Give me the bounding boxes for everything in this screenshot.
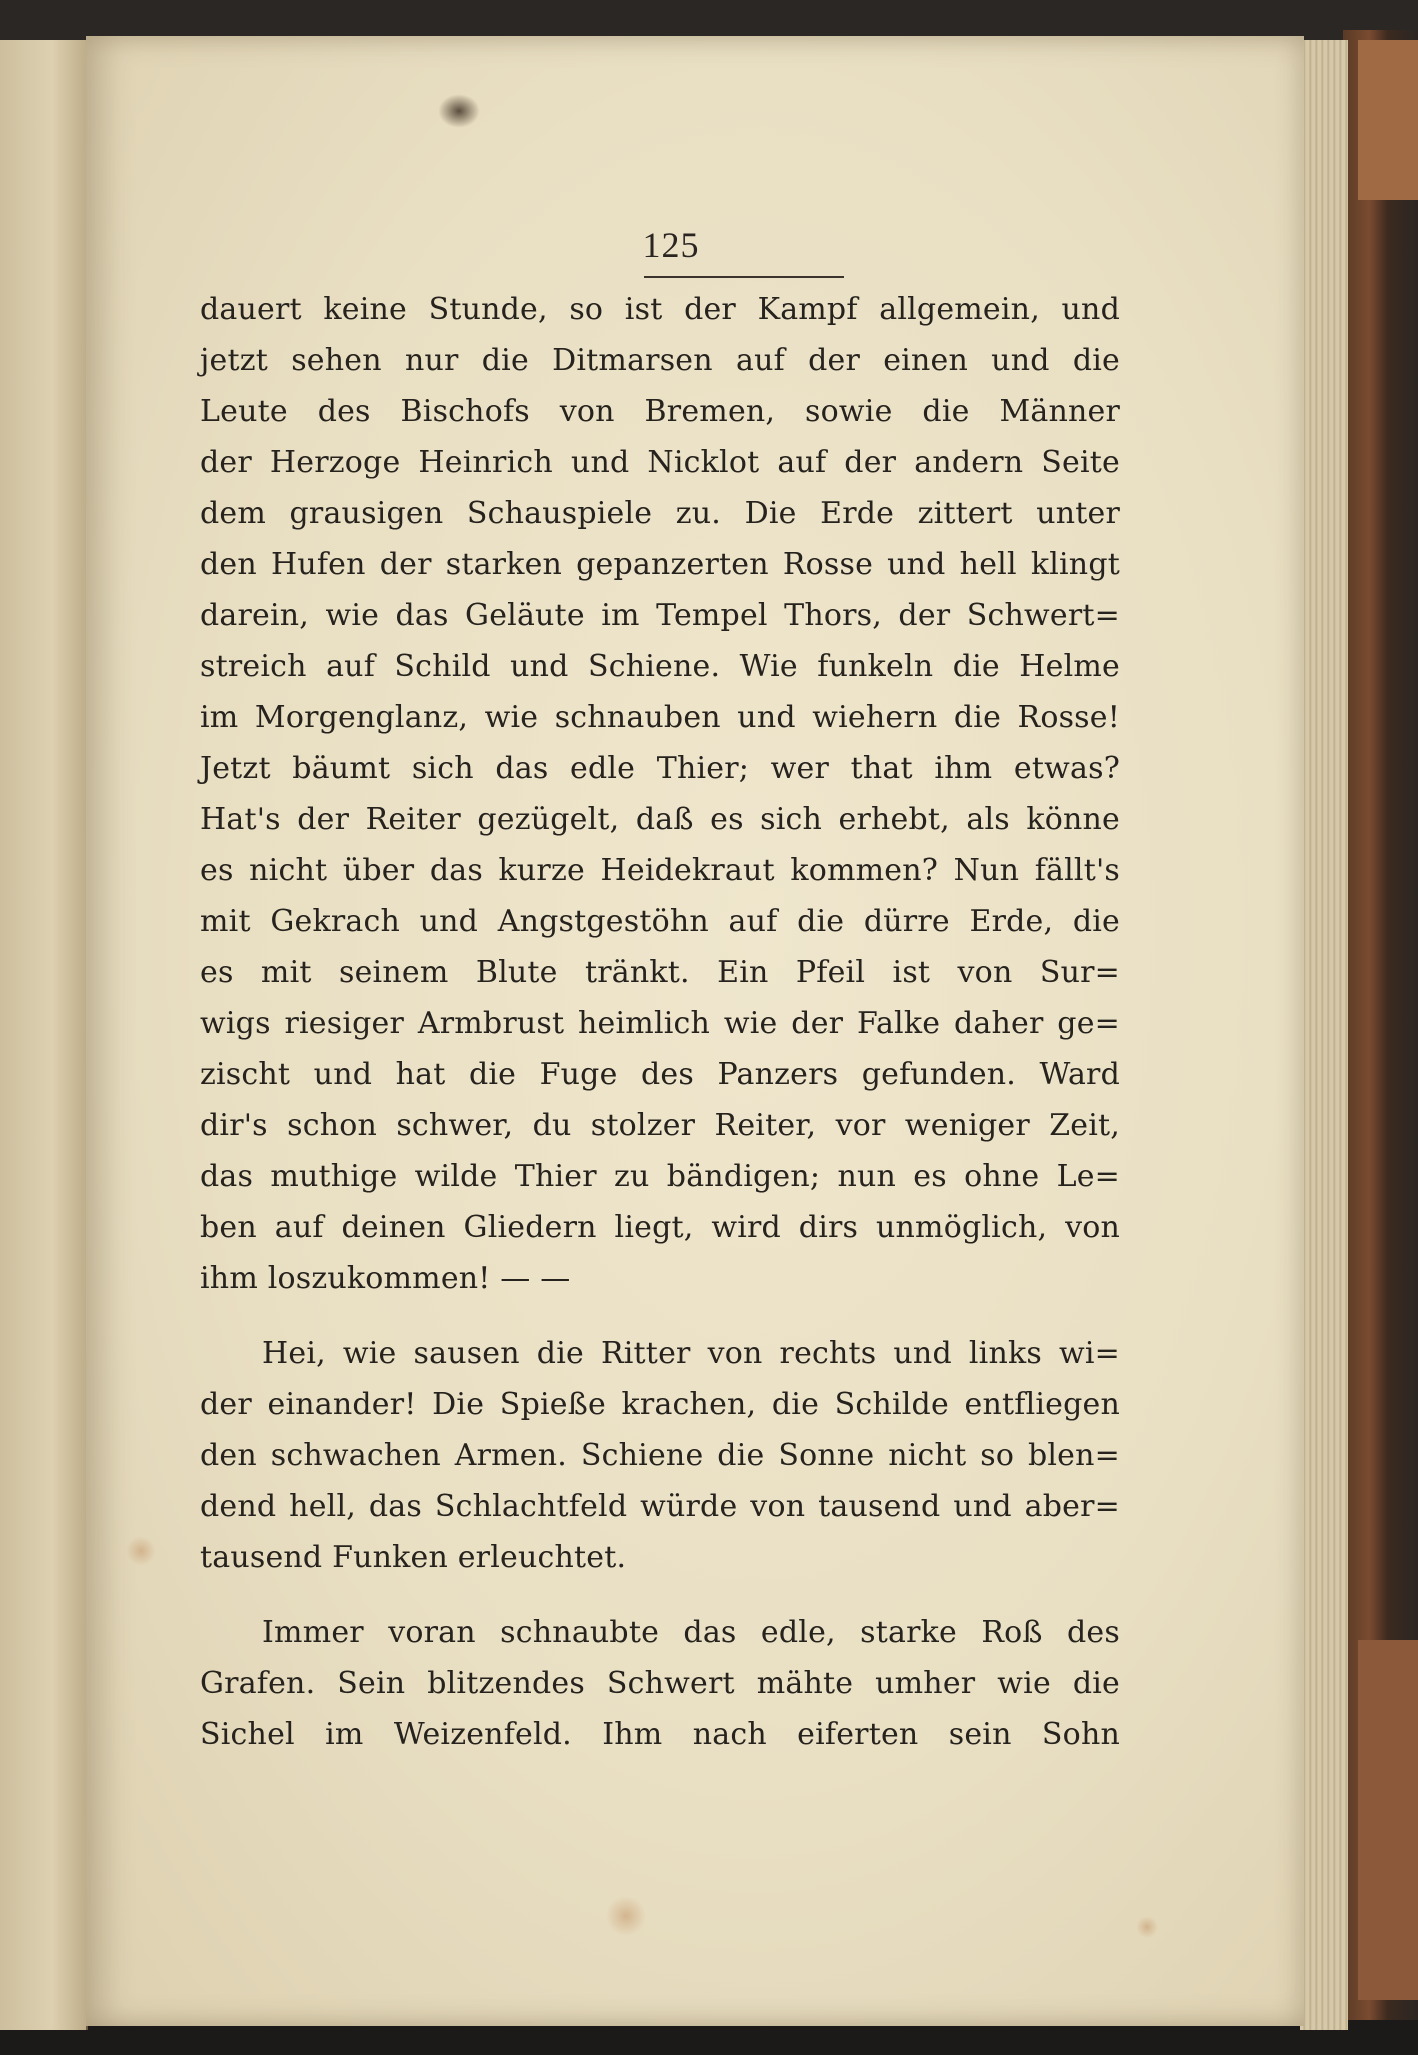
text-line: Immer voran schnaubte das edle, starke Roß des: [262, 1615, 1120, 1650]
text-line: jetzt sehen nur die Ditmarsen auf der einen und die: [200, 343, 1120, 378]
facing-page-edge: [0, 40, 88, 2030]
page-stack-edge: [1300, 40, 1348, 2030]
text-line: den schwachen Armen. Schiene die Sonne nicht so blen=: [200, 1438, 1120, 1473]
text-line: ihm loszukommen! — —: [200, 1261, 571, 1296]
paragraph: [200, 284, 1120, 1304]
text-line: dir's schon schwer, du stolzer Reiter, vor weniger Zeit,: [200, 1108, 1120, 1143]
text-line: darein, wie das Geläute im Tempel Thors, der Schwert=: [200, 598, 1120, 633]
text-line: dend hell, das Schlachtfeld würde von tausend und aber=: [200, 1489, 1120, 1524]
ink-smudge: [438, 94, 480, 128]
text-line: dem grausigen Schauspiele zu. Die Erde zittert unter: [200, 496, 1120, 531]
text-line: das muthige wilde Thier zu bändigen; nun es ohne Le=: [200, 1159, 1120, 1194]
text-line: tausend Funken erleuchtet.: [200, 1540, 627, 1575]
text-line: Hei, wie sausen die Ritter von rechts und links wi=: [262, 1336, 1120, 1371]
text-line: Hat's der Reiter gezügelt, daß es sich erhebt, als könne: [200, 802, 1120, 837]
paragraph: [200, 1607, 1120, 1760]
paragraph: [200, 1328, 1120, 1583]
text-line: wigs riesiger Armbrust heimlich wie der Falke daher ge=: [200, 1006, 1120, 1041]
cover-corner-bottom: [1358, 1640, 1418, 2000]
text-line: der Herzoge Heinrich und Nicklot auf der andern Seite: [200, 445, 1120, 480]
text-line: der einander! Die Spieße krachen, die Schilde entfliegen: [200, 1387, 1120, 1422]
text-line: Jetzt bäumt sich das edle Thier; wer that ihm etwas?: [200, 751, 1120, 786]
text-line: ben auf deinen Gliedern liegt, wird dirs unmöglich, von: [200, 1210, 1120, 1245]
foxing-spot: [606, 1896, 646, 1936]
text-line: Leute des Bischofs von Bremen, sowie die Männer: [200, 394, 1120, 429]
text-line: mit Gekrach und Angstgestöhn auf die dürre Erde, die: [200, 904, 1120, 939]
text-line: Sichel im Weizenfeld. Ihm nach eiferten sein Sohn: [200, 1717, 1120, 1752]
foxing-spot: [1136, 1916, 1158, 1938]
text-line: es nicht über das kurze Heidekraut kommen? Nun fällt's: [200, 853, 1120, 888]
text-line: Grafen. Sein blitzendes Schwert mähte umher wie die: [200, 1666, 1120, 1701]
text-line: streich auf Schild und Schiene. Wie funkeln die Helme: [200, 649, 1120, 684]
text-line: zischt und hat die Fuge des Panzers gefunden. Ward: [200, 1057, 1120, 1092]
text-line: es mit seinem Blute tränkt. Ein Pfeil ist von Sur=: [200, 955, 1120, 990]
text-line: dauert keine Stunde, so ist der Kampf allgemein, und: [200, 292, 1120, 327]
header-rule: [644, 276, 844, 278]
foxing-spot: [126, 1536, 156, 1566]
page-number: 125: [642, 225, 700, 265]
text-line: im Morgenglanz, wie schnauben und wiehern die Rosse!: [200, 700, 1120, 735]
text-line: den Hufen der starken gepanzerten Rosse und hell klingt: [200, 547, 1120, 582]
body-text: [200, 284, 1120, 1760]
cover-corner-top: [1358, 40, 1418, 200]
